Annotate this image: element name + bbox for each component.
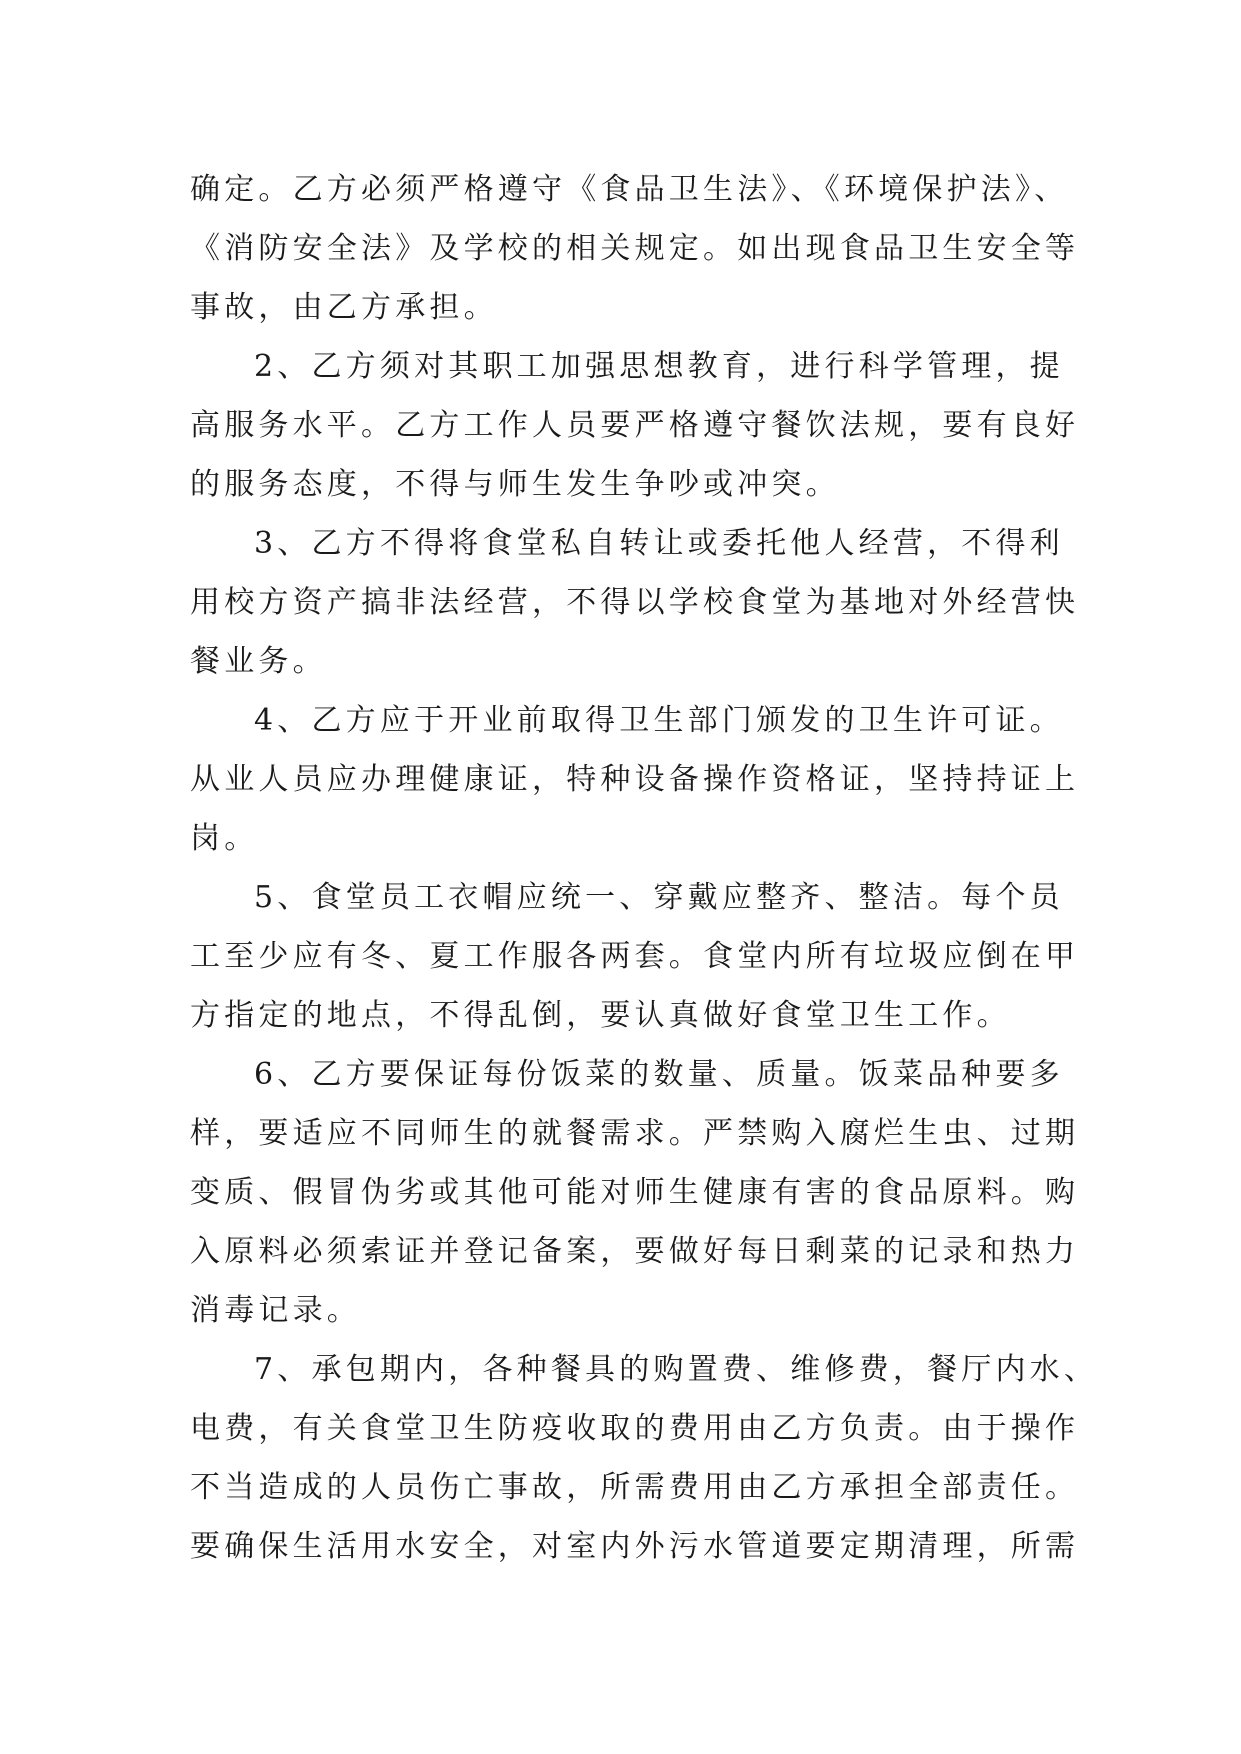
- text-line: 餐业务。: [190, 644, 327, 679]
- text-line: 高服务水平。乙方工作人员要严格遵守餐饮法规，要有良好: [190, 408, 1080, 443]
- text-line: 样，要适应不同师生的就餐需求。严禁购入腐烂生虫、过期: [190, 1116, 1080, 1151]
- text-line: 变质、假冒伪劣或其他可能对师生健康有害的食品原料。购: [190, 1175, 1080, 1210]
- text-line: 岗。: [190, 821, 259, 856]
- text-line: 电费，有关食堂卫生防疫收取的费用由乙方负责。由于操作: [190, 1411, 1080, 1446]
- paragraph-item-2: 2、乙方须对其职工加强思想教育，进行科学管理，提: [254, 349, 1064, 384]
- text-line: 消毒记录。: [190, 1293, 361, 1328]
- text-line: 不当造成的人员伤亡事故，所需费用由乙方承担全部责任。: [190, 1470, 1080, 1505]
- text-line: 工至少应有冬、夏工作服各两套。食堂内所有垃圾应倒在甲: [190, 939, 1080, 974]
- text-line: 方指定的地点，不得乱倒，要认真做好食堂卫生工作。: [190, 998, 1011, 1033]
- paragraph-item-4: 4、乙方应于开业前取得卫生部门颁发的卫生许可证。: [254, 703, 1064, 738]
- text-line: 确定。乙方必须严格遵守《食品卫生法》、《环境保护法》、: [190, 172, 1069, 207]
- paragraph-item-6: 6、乙方要保证每份饭菜的数量、质量。饭菜品种要多: [254, 1057, 1064, 1092]
- text-line: 从业人员应办理健康证，特种设备操作资格证，坚持持证上: [190, 762, 1080, 797]
- paragraph-item-3: 3、乙方不得将食堂私自转让或委托他人经营，不得利: [254, 526, 1064, 561]
- text-line: 入原料必须索证并登记备案，要做好每日剩菜的记录和热力: [190, 1234, 1080, 1269]
- text-line: 要确保生活用水安全，对室内外污水管道要定期清理，所需: [190, 1529, 1080, 1564]
- text-line: 用校方资产搞非法经营，不得以学校食堂为基地对外经营快: [190, 585, 1080, 620]
- paragraph-item-7: 7、承包期内，各种餐具的购置费、维修费，餐厅内水、: [254, 1352, 1099, 1387]
- paragraph-item-5: 5、食堂员工衣帽应统一、穿戴应整齐、整洁。每个员: [254, 880, 1064, 915]
- document-body: [190, 160, 1099, 1576]
- text-line: 《消防安全法》及学校的相关规定。如出现食品卫生安全等: [190, 231, 1080, 266]
- text-line: 事故，由乙方承担。: [190, 290, 498, 325]
- text-line: 的服务态度，不得与师生发生争吵或冲突。: [190, 467, 840, 502]
